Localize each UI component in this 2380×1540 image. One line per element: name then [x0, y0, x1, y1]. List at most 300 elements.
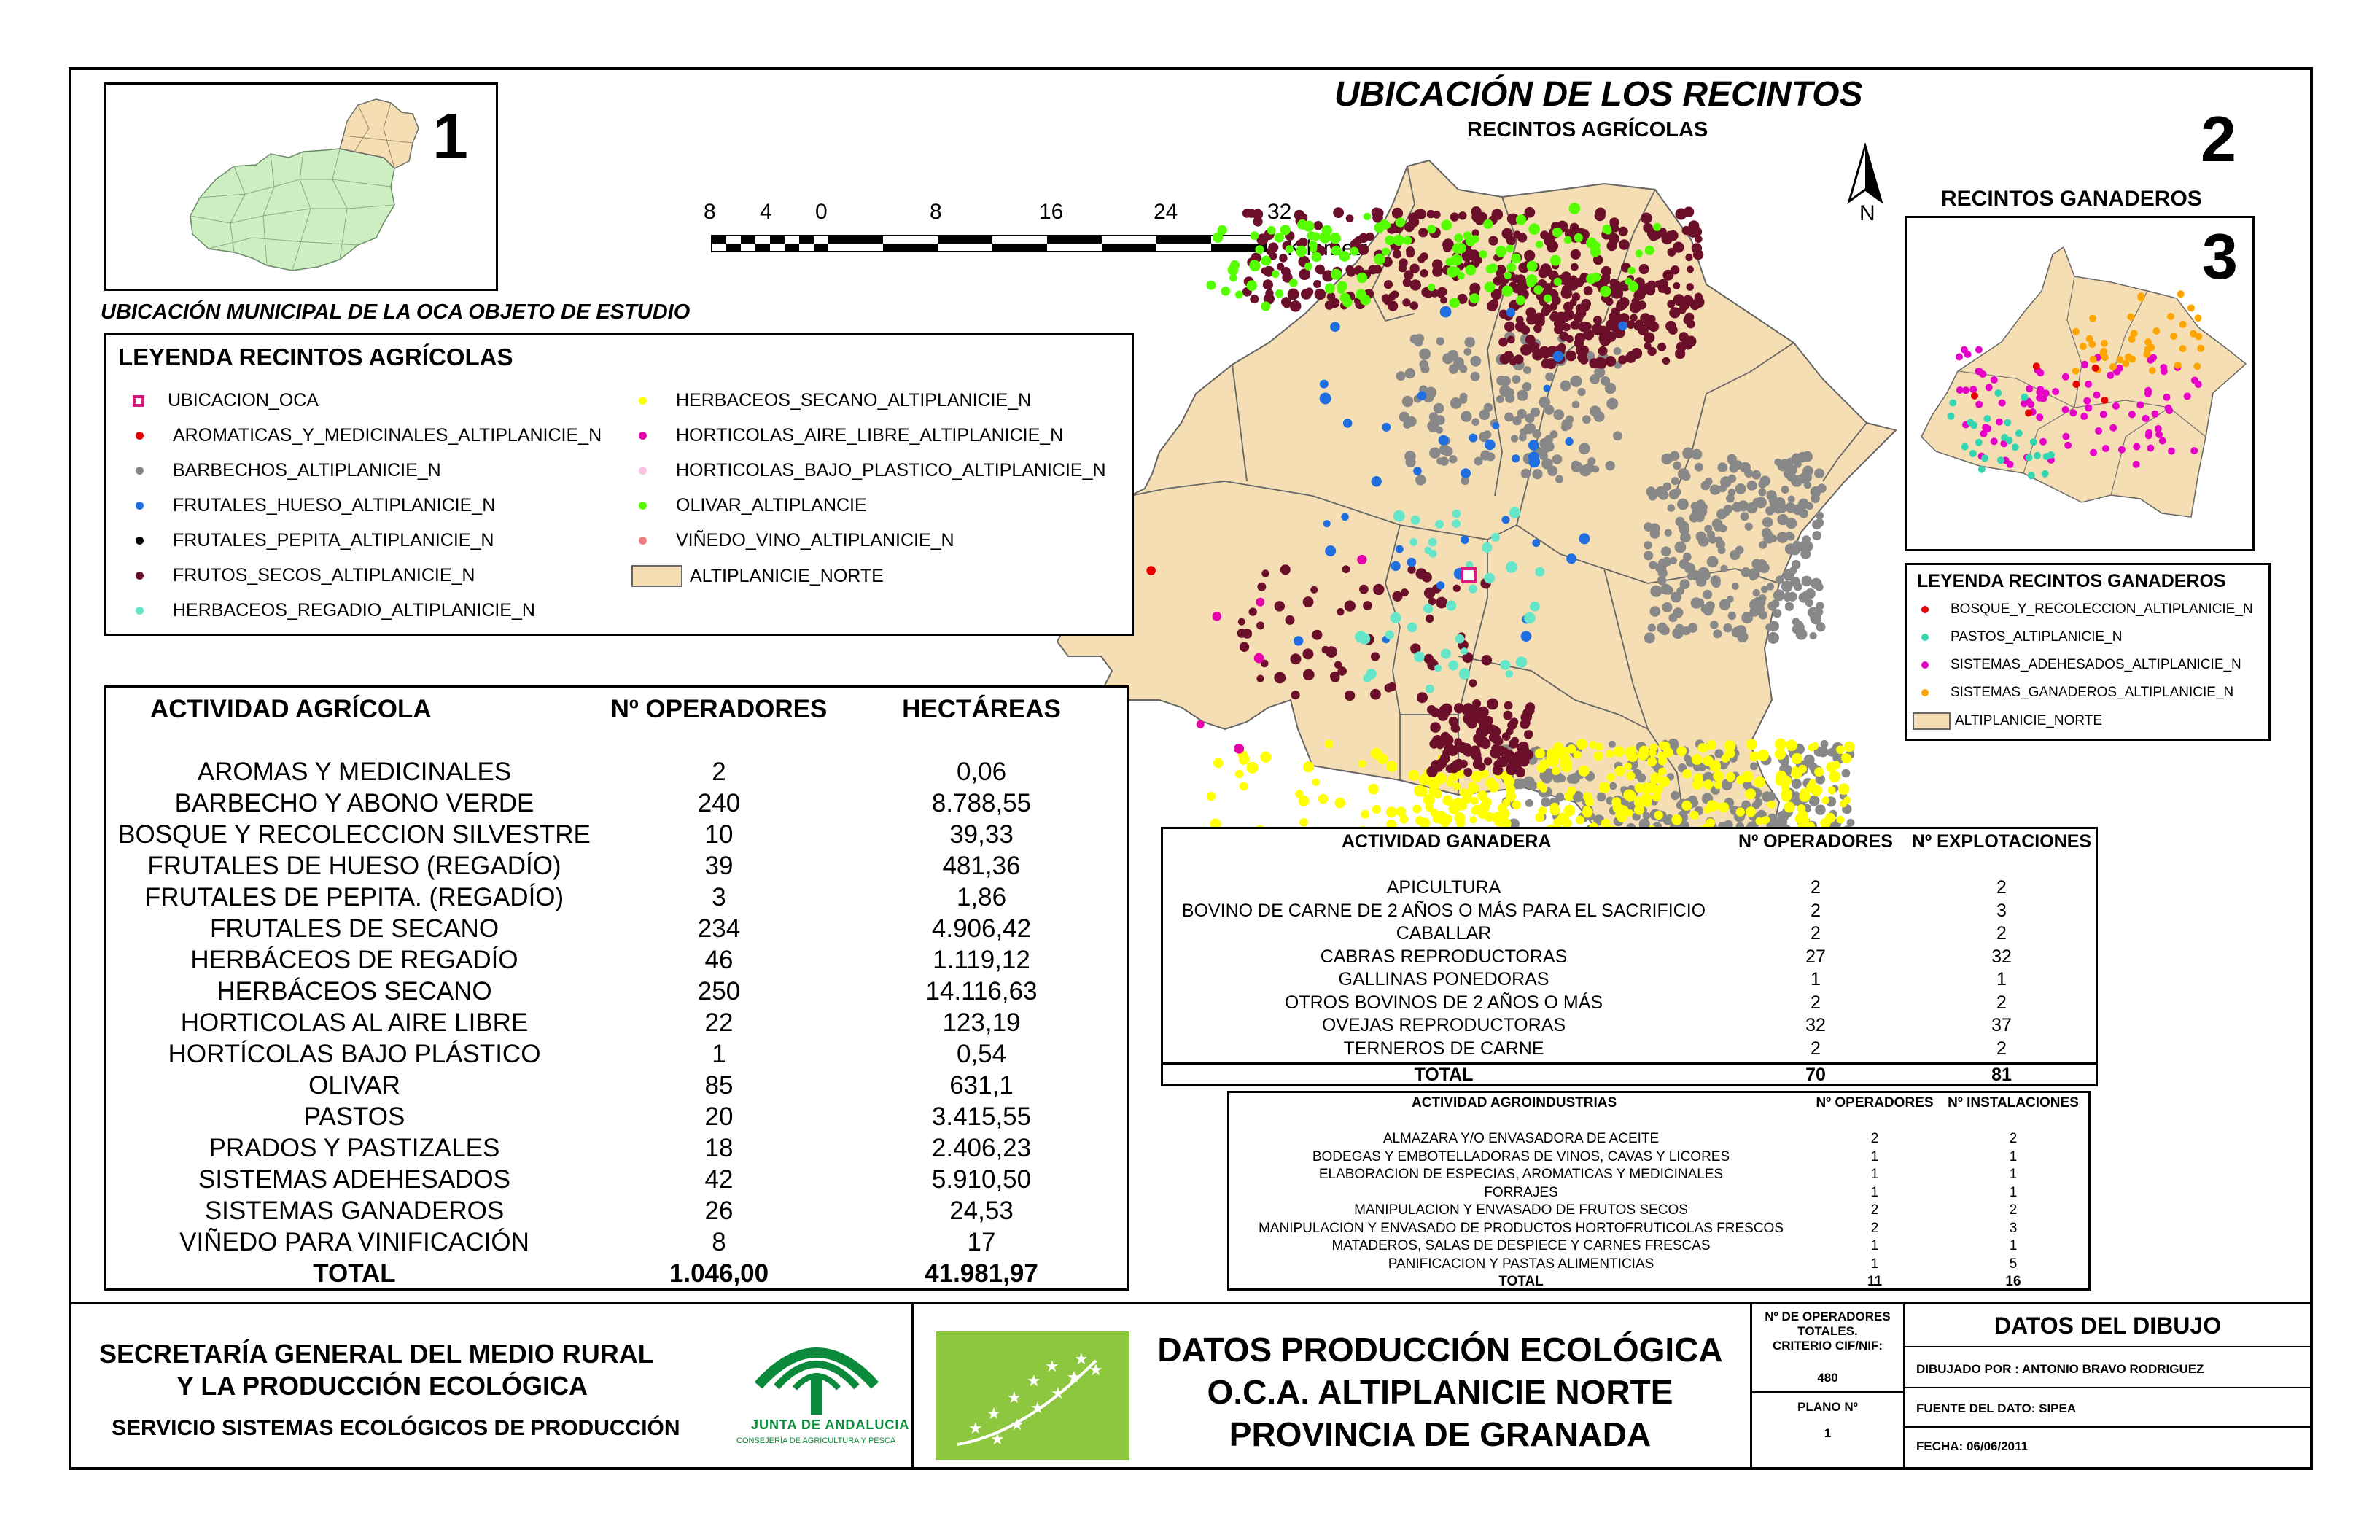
recinto-point — [1396, 806, 1407, 817]
recinto-point — [1440, 306, 1452, 318]
recinto-point — [1703, 605, 1714, 615]
table-total-row — [1163, 1064, 2096, 1087]
recinto-point — [1597, 793, 1606, 802]
recinto-point — [1506, 236, 1516, 246]
recinto-point — [1331, 269, 1342, 280]
recinto-point — [1302, 648, 1313, 659]
dot-icon — [1921, 689, 1929, 696]
row-operadores: 2 — [1870, 1220, 1879, 1236]
legend-label: FRUTALES_HUESO_ALTIPLANICIE_N — [173, 495, 496, 516]
legend-item — [1913, 712, 2102, 730]
recinto-point — [1545, 373, 1554, 381]
recinto-point — [1684, 313, 1694, 322]
recinto-point — [1728, 612, 1736, 620]
recinto-point — [1521, 631, 1532, 642]
scale-tick-label: 24 — [1154, 200, 1178, 224]
recinto-point — [1647, 757, 1657, 766]
recinto-point — [1579, 464, 1591, 476]
recinto-point — [1753, 589, 1760, 596]
livestock-point — [2072, 381, 2080, 388]
recinto-point — [1475, 215, 1485, 225]
tabla-ganadera-grid — [1163, 831, 2096, 1060]
recinto-point — [1517, 390, 1528, 401]
livestock-point — [1962, 386, 1969, 394]
livestock-point — [1949, 400, 1956, 407]
recinto-point — [1794, 460, 1802, 468]
recinto-point — [1393, 235, 1404, 246]
livestock-point — [2143, 351, 2150, 358]
total-label: TOTAL — [313, 1259, 396, 1288]
recinto-point — [1358, 244, 1369, 255]
recinto-point — [1760, 475, 1770, 486]
recinto-point — [1774, 459, 1781, 466]
livestock-point — [2036, 389, 2043, 396]
recinto-point — [1242, 209, 1251, 217]
legend-item — [631, 425, 1063, 446]
total-hectareas: 41.981,97 — [925, 1259, 1038, 1288]
recinto-point — [1342, 298, 1353, 308]
recinto-point — [1639, 264, 1649, 274]
recinto-point — [1327, 292, 1336, 301]
recinto-point — [1357, 555, 1366, 564]
legend-item — [631, 530, 954, 551]
recinto-point — [1643, 223, 1652, 233]
recinto-point — [1658, 285, 1666, 293]
legend-item — [1913, 657, 2241, 673]
junta-andalucia-logo — [744, 1327, 890, 1422]
recinto-point — [1638, 750, 1649, 761]
recinto-point — [1355, 631, 1366, 642]
plano-label: PLANO Nº — [1797, 1400, 1858, 1414]
recinto-point — [1801, 576, 1812, 587]
recinto-point — [1802, 535, 1811, 544]
recinto-point — [1325, 739, 1334, 748]
recinto-point — [1485, 281, 1496, 292]
livestock-point — [2030, 438, 2037, 446]
recinto-point — [1471, 797, 1479, 805]
row-value: 39,33 — [949, 820, 1014, 849]
row-value: 1 — [1996, 969, 2007, 990]
recinto-point — [1471, 806, 1480, 815]
recinto-point — [1506, 308, 1515, 316]
recinto-point — [1406, 416, 1416, 427]
recinto-point — [1787, 467, 1794, 474]
recinto-point — [1402, 396, 1413, 407]
legend-item — [1913, 685, 2233, 701]
dot-icon — [136, 432, 144, 440]
recinto-point — [1687, 265, 1694, 273]
row-value: 0,54 — [956, 1039, 1007, 1068]
recinto-point — [1506, 791, 1516, 801]
recinto-point — [1544, 385, 1551, 392]
table-row — [106, 819, 1127, 850]
recinto-point — [1607, 773, 1615, 781]
recinto-point — [1359, 585, 1369, 594]
recinto-point — [1405, 368, 1415, 378]
recinto-point — [1579, 766, 1590, 777]
recinto-point — [1683, 553, 1692, 561]
legend-item — [128, 530, 494, 551]
svg-text:★: ★ — [1089, 1361, 1103, 1380]
recinto-point — [1535, 567, 1544, 577]
recinto-point — [1668, 613, 1677, 622]
total-label: TOTAL — [1414, 1065, 1474, 1086]
recinto-point — [1675, 349, 1685, 359]
recinto-point — [1382, 294, 1391, 303]
row-value: 5.910,50 — [931, 1164, 1032, 1194]
recinto-point — [1567, 787, 1576, 796]
svg-text:★: ★ — [990, 1431, 1005, 1449]
recinto-point — [1541, 798, 1550, 807]
livestock-point — [2131, 330, 2138, 337]
recinto-point — [1842, 754, 1851, 763]
livestock-point — [2116, 365, 2123, 372]
recinto-point — [1590, 741, 1598, 749]
recinto-point — [1777, 514, 1788, 525]
livestock-point — [1969, 450, 1977, 457]
recinto-point — [1399, 258, 1408, 267]
legend-item — [631, 460, 1106, 481]
datos-title-l1: DATOS PRODUCCIÓN ECOLÓGICA — [1157, 1331, 1723, 1369]
recinto-point — [1263, 279, 1273, 289]
recinto-point — [1434, 403, 1444, 413]
recinto-point — [1525, 307, 1536, 317]
recinto-point — [1548, 756, 1559, 767]
recinto-point — [1484, 716, 1493, 726]
recinto-point — [1660, 626, 1670, 636]
recinto-point — [1450, 298, 1460, 308]
recinto-point — [1539, 452, 1548, 461]
operadores-label-3: CRITERIO CIF/NIF: — [1772, 1339, 1883, 1353]
row-value: 0,06 — [956, 757, 1007, 786]
recinto-point — [1516, 656, 1528, 668]
recinto-point — [1707, 556, 1719, 568]
recinto-point — [1330, 672, 1339, 681]
table-row — [106, 882, 1127, 913]
livestock-point — [1983, 415, 1991, 422]
dot-icon — [639, 537, 647, 545]
recinto-point — [1594, 752, 1603, 761]
recinto-point — [1552, 296, 1561, 306]
recinto-point — [1360, 295, 1371, 306]
legend-item — [128, 495, 495, 516]
recinto-point — [1318, 794, 1328, 804]
recinto-point — [1745, 523, 1753, 531]
recinto-point — [1628, 267, 1636, 275]
recinto-point — [1633, 322, 1643, 331]
recinto-point — [1361, 810, 1369, 819]
row-operadores: 2 — [1811, 877, 1821, 898]
recinto-point — [1329, 233, 1340, 244]
livestock-point — [2086, 335, 2093, 343]
livestock-point — [2167, 313, 2174, 320]
recinto-point — [1558, 343, 1566, 352]
livestock-point — [2021, 400, 2028, 408]
livestock-point — [2062, 433, 2069, 440]
recinto-point — [1254, 653, 1264, 664]
recinto-point — [1267, 226, 1276, 235]
recinto-point — [1649, 744, 1657, 752]
recinto-point — [1368, 784, 1378, 794]
total-operadores: 70 — [1805, 1065, 1826, 1086]
recinto-point — [1442, 219, 1452, 230]
recinto-point — [1502, 516, 1510, 524]
recinto-point — [1658, 559, 1667, 567]
recinto-point — [1539, 806, 1547, 815]
recinto-point — [1449, 364, 1459, 374]
recinto-point — [1516, 295, 1525, 305]
row-operadores: 1 — [712, 1039, 726, 1068]
recinto-point — [1436, 457, 1444, 464]
recinto-point — [1484, 573, 1495, 584]
row-activity: SISTEMAS GANADEROS — [204, 1196, 505, 1225]
recinto-point — [1531, 408, 1540, 417]
recinto-point — [1580, 302, 1590, 311]
recinto-point — [1681, 801, 1692, 811]
col-header: ACTIVIDAD AGROINDUSTRIAS — [1412, 1095, 1617, 1111]
operadores-label-2: TOTALES. — [1797, 1324, 1858, 1338]
recinto-point — [1512, 375, 1520, 384]
row-activity: OLIVAR — [308, 1070, 400, 1100]
livestock-point — [2100, 411, 2107, 418]
recinto-point — [1286, 245, 1294, 253]
recinto-point — [1385, 236, 1394, 245]
recinto-point — [1512, 765, 1522, 774]
recinto-point — [1213, 233, 1223, 243]
row-operadores: 1 — [1870, 1256, 1879, 1272]
livestock-point — [2093, 392, 2101, 399]
svg-text:★: ★ — [1007, 1389, 1022, 1407]
livestock-point — [2195, 333, 2202, 341]
livestock-point — [1999, 400, 2006, 407]
recinto-point — [1657, 576, 1666, 585]
recinto-point — [1477, 707, 1489, 718]
legend-label: VIÑEDO_VINO_ALTIPLANICIE_N — [676, 530, 954, 551]
recinto-point — [1448, 661, 1458, 671]
recinto-point — [1506, 561, 1517, 573]
recinto-point — [1759, 611, 1768, 620]
recinto-point — [1423, 604, 1433, 613]
recinto-point — [1404, 222, 1415, 233]
recinto-point — [1536, 241, 1544, 249]
table-total-row — [106, 1258, 1127, 1289]
recinto-point — [1592, 466, 1599, 473]
recinto-point — [1452, 243, 1463, 254]
recinto-point — [1777, 532, 1789, 543]
recinto-point — [1412, 804, 1421, 813]
livestock-point — [2174, 362, 2182, 369]
recinto-point — [1384, 280, 1393, 289]
recinto-point — [1661, 546, 1671, 556]
recinto-point — [1496, 395, 1504, 403]
recinto-point — [1582, 415, 1591, 424]
table-total-row — [1229, 1273, 2090, 1291]
recinto-point — [1257, 583, 1266, 591]
livestock-point — [2042, 470, 2049, 478]
recinto-point — [1429, 448, 1440, 459]
recinto-point — [1535, 749, 1545, 759]
recinto-point — [1512, 454, 1520, 462]
recinto-point — [1657, 343, 1666, 351]
recinto-point — [1312, 630, 1322, 640]
recinto-point — [1590, 374, 1600, 384]
recinto-point — [1435, 520, 1444, 529]
legend-item — [128, 460, 441, 481]
recinto-point — [1791, 768, 1802, 779]
table-row — [1163, 992, 2096, 1015]
recinto-point — [1786, 739, 1797, 751]
recinto-point — [1299, 796, 1310, 806]
livestock-point — [2012, 443, 2019, 451]
recinto-point — [1595, 357, 1606, 368]
recinto-point — [1814, 468, 1824, 478]
livestock-point — [2188, 304, 2195, 311]
recinto-point — [1494, 818, 1503, 827]
recinto-point — [1792, 753, 1802, 764]
recinto-point — [1469, 679, 1477, 687]
recinto-point — [1437, 814, 1447, 825]
recinto-point — [1650, 606, 1661, 617]
recinto-point — [1565, 438, 1573, 446]
livestock-point — [2092, 365, 2099, 372]
recinto-point — [1510, 718, 1518, 726]
recinto-point — [1235, 291, 1243, 299]
livestock-point — [2191, 377, 2198, 384]
recinto-point — [1693, 297, 1704, 308]
recinto-point — [1455, 634, 1465, 644]
recinto-point — [1518, 409, 1526, 417]
recinto-point — [1659, 777, 1670, 788]
col-header: HECTÁREAS — [902, 694, 1061, 723]
livestock-point — [1976, 368, 1983, 376]
recinto-point — [1536, 781, 1544, 789]
livestock-point — [2026, 385, 2033, 392]
recinto-point — [1433, 211, 1441, 219]
recinto-point — [1426, 387, 1436, 398]
inset1-box — [104, 82, 498, 291]
livestock-point — [2025, 409, 2032, 416]
recinto-point — [1526, 279, 1535, 287]
recinto-point — [1386, 806, 1397, 817]
recinto-point — [1576, 345, 1587, 356]
recinto-point — [1746, 739, 1757, 750]
recinto-point — [1799, 592, 1809, 602]
livestock-point — [2127, 314, 2134, 321]
recinto-point — [1726, 772, 1735, 782]
recinto-point — [1564, 236, 1572, 244]
svg-text:★: ★ — [1010, 1416, 1024, 1434]
col-header: ACTIVIDAD AGRÍCOLA — [150, 694, 432, 723]
livestock-point — [2190, 447, 2198, 454]
recinto-point — [1821, 796, 1829, 804]
row-value: 3.415,55 — [931, 1102, 1032, 1131]
recinto-point — [1703, 779, 1714, 790]
dot-icon — [1921, 634, 1929, 641]
recinto-point — [1757, 750, 1769, 761]
total-operadores: 1.046,00 — [669, 1259, 769, 1288]
recinto-point — [1380, 219, 1388, 228]
table-row — [106, 913, 1127, 944]
recinto-point — [1619, 805, 1628, 814]
recinto-point — [1469, 293, 1479, 303]
recinto-point — [1409, 538, 1418, 546]
recinto-point — [1463, 768, 1472, 777]
row-value: 123,19 — [942, 1008, 1021, 1037]
livestock-point — [2193, 362, 2201, 370]
recinto-point — [1781, 791, 1792, 801]
recinto-point — [1337, 281, 1348, 292]
recinto-point — [1197, 720, 1205, 728]
recinto-point — [1283, 301, 1291, 308]
recinto-point — [1842, 769, 1851, 778]
recinto-point — [1309, 241, 1318, 249]
recinto-point — [1430, 416, 1440, 426]
recinto-point — [1461, 744, 1470, 753]
recinto-point — [1207, 281, 1216, 290]
recinto-point — [1256, 245, 1264, 254]
recinto-point — [1436, 581, 1444, 589]
row-operadores: 18 — [704, 1133, 734, 1162]
row-activity: VIÑEDO PARA VINIFICACIÓN — [179, 1227, 529, 1256]
recinto-point — [1423, 794, 1435, 806]
recinto-point — [1334, 798, 1345, 809]
scale-tick-label: 32 — [1267, 200, 1292, 224]
livestock-point — [2109, 424, 2117, 432]
livestock-point — [2147, 445, 2154, 452]
livestock-point — [2128, 411, 2136, 418]
recinto-point — [1773, 504, 1784, 514]
recinto-point — [1838, 783, 1850, 795]
scale-tick-label: 16 — [1039, 200, 1064, 224]
livestock-point — [2149, 367, 2156, 374]
recinto-point — [1665, 529, 1672, 537]
table-row — [1163, 968, 2096, 992]
livestock-point — [2015, 429, 2023, 437]
legend-label: HORTICOLAS_AIRE_LIBRE_ALTIPLANICIE_N — [676, 425, 1064, 446]
recinto-point — [1560, 381, 1571, 392]
recinto-point — [1641, 793, 1652, 805]
recinto-point — [1428, 779, 1440, 790]
livestock-point — [2197, 345, 2204, 352]
area-swatch-icon — [1913, 712, 1951, 730]
livestock-point — [2155, 431, 2163, 438]
recinto-point — [1533, 285, 1543, 295]
panel-number-2: 2 — [2201, 103, 2236, 175]
table-row — [1229, 1148, 2090, 1167]
tabla-agricola — [104, 685, 1129, 1291]
recinto-point — [1643, 812, 1650, 820]
row-value: 2 — [1996, 992, 2007, 1013]
recinto-point — [1648, 623, 1656, 631]
livestock-point — [1961, 443, 1969, 451]
recinto-point — [1434, 664, 1442, 672]
recinto-point — [1671, 814, 1682, 825]
recinto-point — [1303, 596, 1314, 607]
recinto-point — [1665, 586, 1673, 595]
recinto-point — [1625, 763, 1632, 770]
recinto-point — [1836, 745, 1845, 754]
livestock-point — [1997, 456, 2004, 464]
recinto-point — [1705, 478, 1713, 486]
recinto-point — [1499, 385, 1511, 397]
recinto-point — [1812, 520, 1821, 529]
recinto-point — [1406, 249, 1415, 258]
recinto-point — [1680, 579, 1690, 589]
recinto-point — [1396, 545, 1404, 553]
recinto-point — [1303, 669, 1315, 681]
recinto-point — [1684, 563, 1695, 574]
recinto-point — [1619, 297, 1630, 308]
